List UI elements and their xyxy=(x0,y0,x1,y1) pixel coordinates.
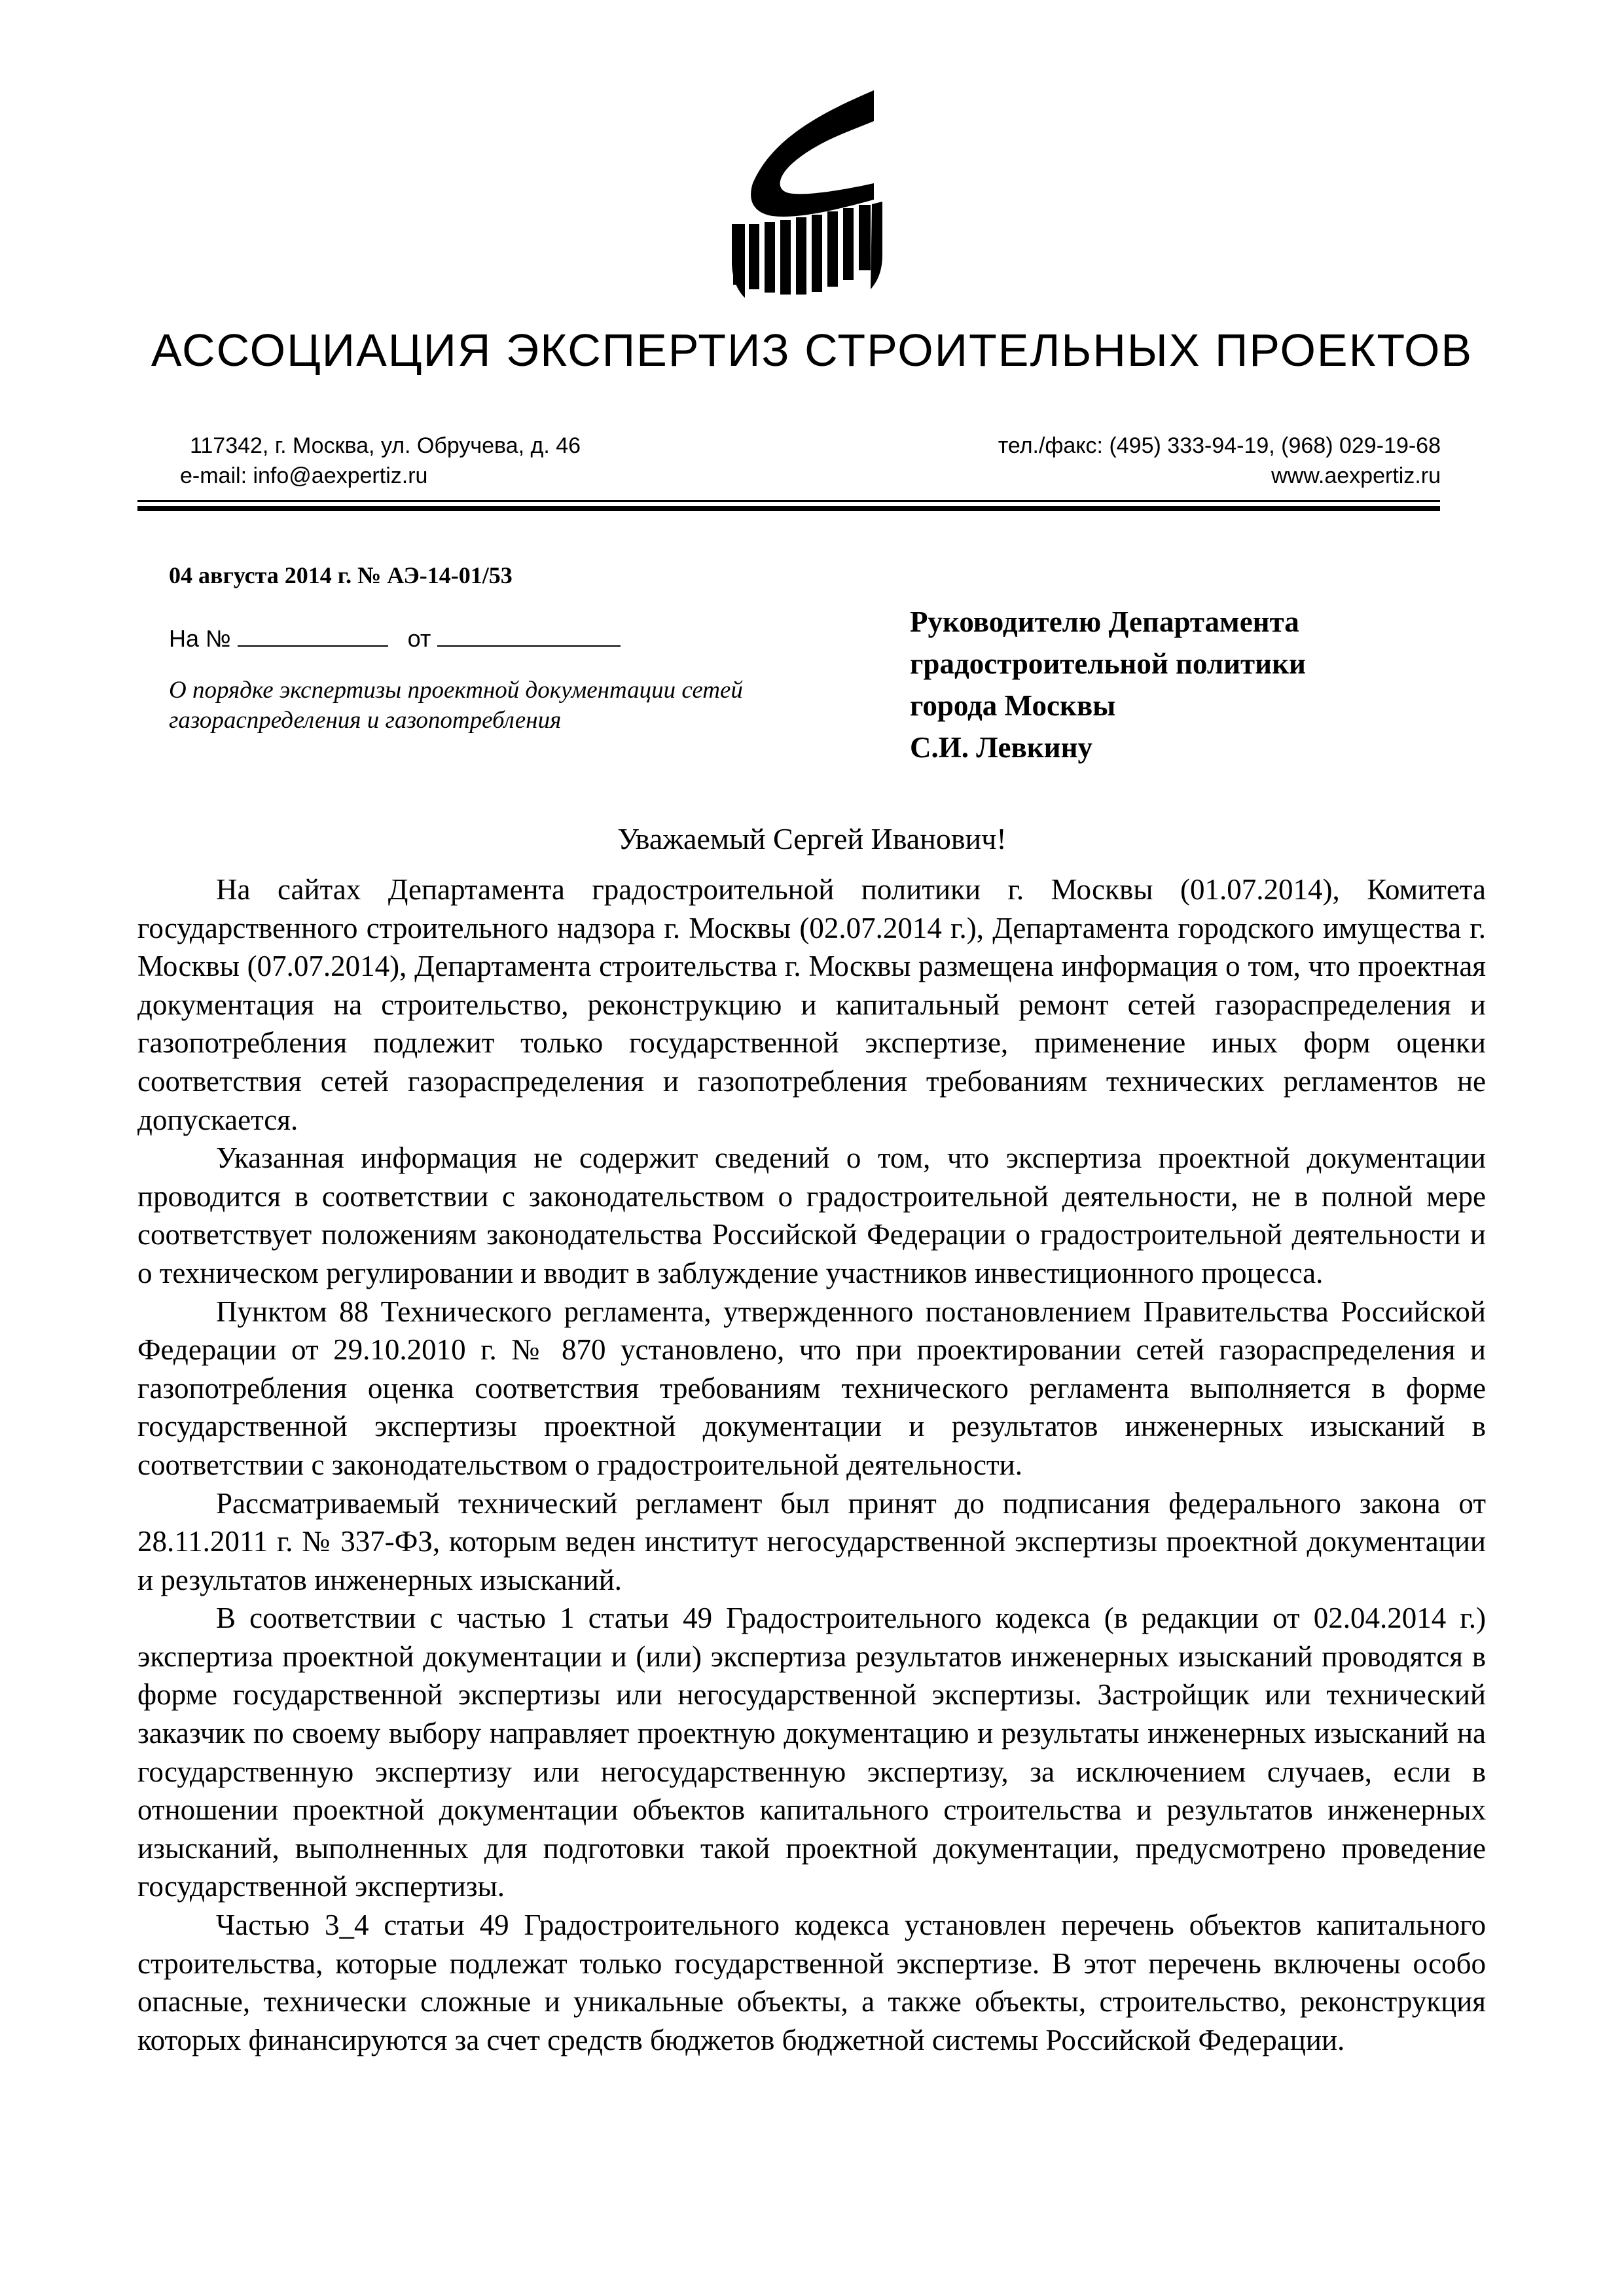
body-paragraph: Указанная информация не содержит сведений о том, что экспертиза проектной документации проводится в соответствии с законодательством о градостроительной деятельности, не в полной мере соответствует положениям законодательства Российской Федерации о градостроительной деятельности и о техническом регулировании и вводит в заблуждение участников инвестиционного процесса. xyxy=(137,1141,1486,1289)
body-paragraph: Рассматриваемый технический регламент был принят до подписания федерального закона от 28.11.2011 г. № 337-ФЗ, которым веден институт негосударственной экспертизы проектной документации и результатов инженерных изысканий. xyxy=(137,1486,1486,1596)
recipient-name: С.И. Левкину xyxy=(910,731,1093,764)
logo-emblem-icon xyxy=(727,85,897,308)
reply-from-label: от xyxy=(407,625,431,652)
reply-date-blank xyxy=(437,626,621,647)
header-divider-thick xyxy=(137,506,1440,511)
recipient-block xyxy=(910,601,1499,768)
letter-subject: О порядке экспертизы проектной документации сетей газораспределения и газопотребления xyxy=(169,677,743,734)
address: 117342, г. Москва, ул. Обручева, д. 46 xyxy=(190,433,581,458)
reply-reference xyxy=(169,625,621,653)
association-logo xyxy=(727,85,897,308)
email-link[interactable]: e-mail: info@aexpertiz.ru xyxy=(180,463,428,488)
body-paragraph: На сайтах Департамента градостроительной политики г. Москвы (01.07.2014), Комитета государственного строительного надзора г. Москвы (02.07.2014 г.), Департамента городского имущества г. Москвы (07.07.2014), Департамента строительства г. Москвы размещена информация о том, что проектная документация на строительство, реконструкцию и капитальный ремонт сетей газораспределения и газопотребления подлежит только государственной экспертизе, применение иных форм оценки соответствия сетей газораспределения и газопотребления требованиям технических регламентов не допускается. xyxy=(137,873,1486,1136)
body-paragraph: Пунктом 88 Технического регламента, утвержденного постановлением Правительства Российской Федерации от 29.10.2010 г. № 870 установлено, что при проектировании сетей газораспределения и газопотребления оценка соответствия требованиям технического регламента выполняется в форме государственной экспертизы проектной документации и результатов инженерных изысканий в соответствии с законодательством о градостроительной деятельности. xyxy=(137,1295,1486,1481)
reply-number-blank xyxy=(238,626,388,647)
phone-fax: тел./факс: (495) 333-94-19, (968) 029-19-68 xyxy=(998,433,1441,458)
website-link[interactable]: www.aexpertiz.ru xyxy=(1271,463,1441,488)
recipient-line: Руководителю Департамента xyxy=(910,605,1299,638)
letter-body xyxy=(137,870,1486,2059)
header-divider-thin xyxy=(137,500,1440,502)
recipient-line: города Москвы xyxy=(910,689,1116,722)
reply-no-label: На № xyxy=(169,625,231,652)
organization-name: АССОЦИАЦИЯ ЭКСПЕРТИЗ СТРОИТЕЛЬНЫХ ПРОЕКТОВ xyxy=(151,325,1473,376)
body-paragraph: Частью 3_4 статьи 49 Градостроительного кодекса установлен перечень объектов капитального строительства, которые подлежат только государственной экспертизе. В этот перечень включены особо опасные, технически сложные и уникальные объекты, а также объекты, строительство, реконструкция которых финансируются за счет средств бюджетов бюджетной системы Российской Федерации. xyxy=(137,1909,1486,2056)
salutation: Уважаемый Сергей Иванович! xyxy=(617,822,1007,855)
outgoing-number: 04 августа 2014 г. № АЭ-14-01/53 xyxy=(169,562,513,588)
body-paragraph: В соответствии с частью 1 статьи 49 Градостроительного кодекса (в редакции от 02.04.2014 г.) экспертиза проектной документации и (или) экспертиза результатов инженерных изысканий проводятся в форме государственной экспертизы или негосударственной экспертизы. Застройщик или технический заказчик по своему выбору направляет проектную документацию и результаты инженерных изысканий на государственную экспертизу или негосударственную экспертизу, за исключением случаев, если в отношении проектной документации объектов капитального строительства и результатов инженерных изысканий, выполненных для подготовки такой проектной документации, предусмотрено проведение государственной экспертизы. xyxy=(137,1602,1486,1903)
recipient-line: градостроительной политики xyxy=(910,647,1306,680)
